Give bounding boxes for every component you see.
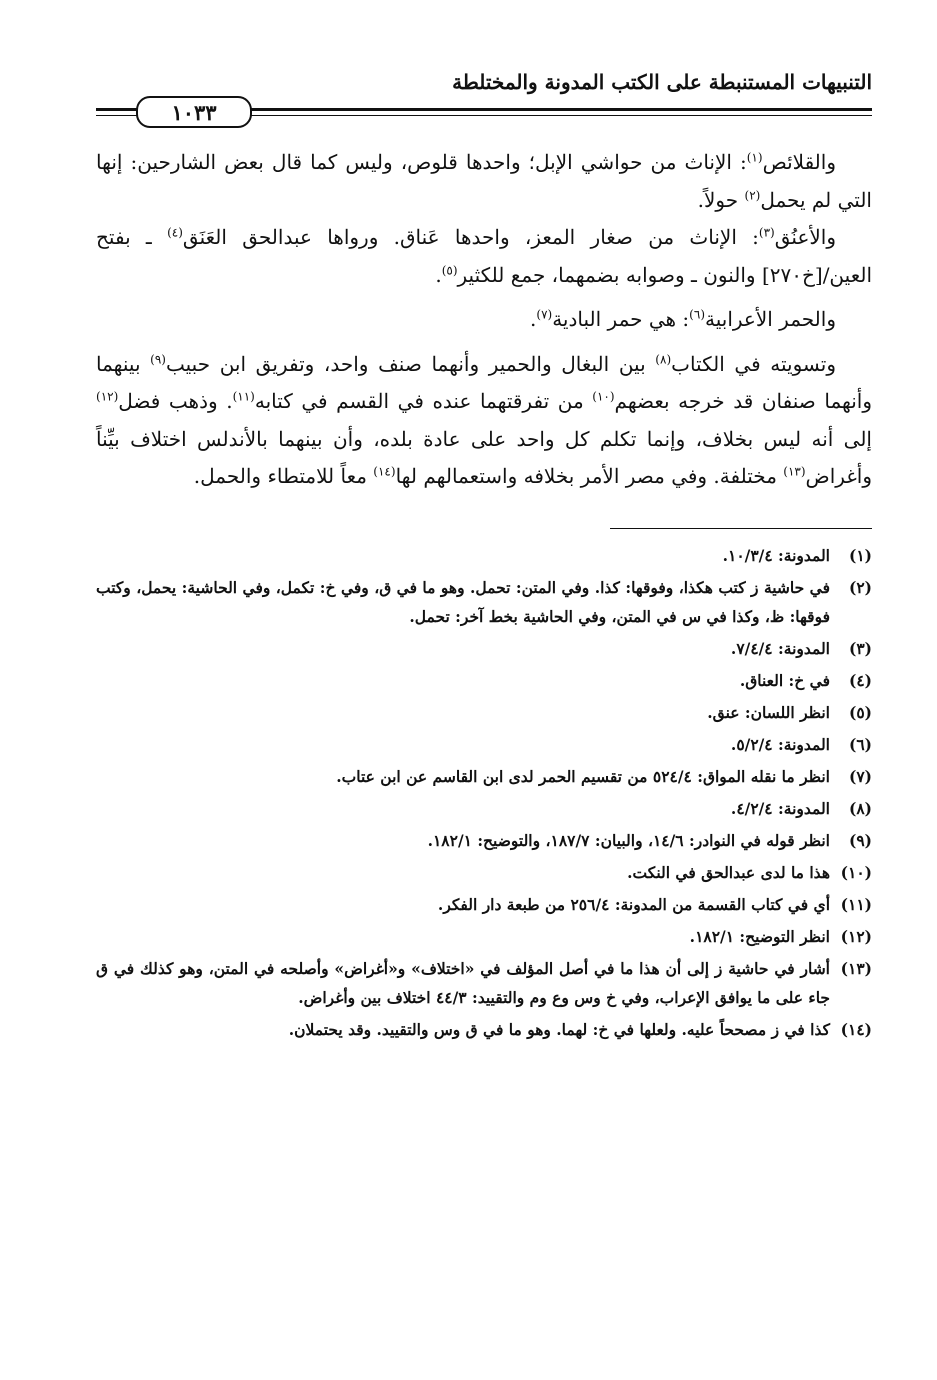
body-paragraph <box>96 219 872 294</box>
footnote-text: انظر التوضيح: ١٨٢/١. <box>689 926 830 946</box>
text-run: . <box>530 307 537 331</box>
footnote <box>96 858 872 887</box>
footnote-marker: (١١) <box>232 389 255 404</box>
footnote-number: (٦) <box>848 734 872 754</box>
page-number: ١٠٣٣ <box>136 96 252 128</box>
header-title: التنبيهات المستنبطة على الكتب المدونة والمختلطة <box>452 70 872 94</box>
text-run: بين البغال والحمير وأنهما صنف واحد، وتفريق ابن حبيب <box>165 351 656 376</box>
footnote-marker: (١٢) <box>96 389 119 404</box>
footnote-marker: (٧) <box>536 307 553 322</box>
text-run: : هي حمر البادية <box>552 307 690 331</box>
footnote-number: (٥) <box>848 702 872 722</box>
text-run: معاً للامتطاء والحمل. <box>193 464 374 488</box>
footnote-text: هذا ما لدى عبدالحق في النكت. <box>627 862 830 882</box>
text-run: . <box>435 262 442 287</box>
running-header <box>96 62 872 130</box>
footnote-number: (٩) <box>848 830 872 850</box>
footnote-text: في حاشية ز كتب هكذا، وفوقها: كذا. وفي المتن: تحمل. وهو ما في ق، وفي خ: تكمل، وفي الحاشية: يحمل، وكتب فوقها: ظ، وكذا في س في المتن، وفي الحاشية بخط آخر: تحمل. <box>96 577 830 626</box>
footnote-text: في خ: العناق. <box>739 670 830 690</box>
body-paragraph <box>96 144 872 219</box>
text-run: والقلائص <box>762 150 836 174</box>
footnote-marker: (١٠) <box>592 389 615 404</box>
text-run: من تفرقتهما عنده في القسم في كتابه <box>254 389 593 413</box>
footnote <box>96 826 872 855</box>
footnote <box>96 698 872 727</box>
text-run: إلى أنه ليس بخلاف، وإنما تكلم كل واحد على عادة بلده، وأن بينهما بالأندلس اختلاف بيِّناً وأغراض <box>96 426 872 488</box>
footnote-number: (٨) <box>848 798 872 818</box>
footnote-number: (٣) <box>848 638 872 658</box>
footnote-separator <box>610 528 872 529</box>
footnote-number: (١١) <box>840 894 872 914</box>
footnote-number: (١٢) <box>840 926 872 946</box>
footnote-text: أشار في حاشية ز إلى أن هذا ما في أصل المؤلف في «اختلاف» و«أغراض» وأصلحه في المتن، وهو كذلك في ق جاء على ما يوافق الإعراب، وفي خ وس وع وم والتقييد: ٤٤/٣ اختلاف بين وأغراض. <box>96 958 830 1007</box>
footnote <box>96 634 872 663</box>
footnote-text: انظر قوله في النوادر: ١٤/٦، والبيان: ١٨٧/٧، والتوضيح: ١٨٢/١. <box>427 830 830 850</box>
footnotes <box>96 541 872 1044</box>
footnote <box>96 922 872 951</box>
footnote <box>96 1015 872 1044</box>
footnote <box>96 573 872 631</box>
footnote-marker: (٩) <box>150 351 166 366</box>
footnote-marker: (٦) <box>689 307 705 322</box>
footnote-number: (١٠) <box>840 862 872 882</box>
footnote-text: المدونة: ٥/٢/٤. <box>730 734 830 754</box>
body-paragraph <box>96 346 872 496</box>
footnote-number: (١٣) <box>840 958 872 978</box>
footnote-number: (١٤) <box>840 1019 872 1039</box>
body-paragraph <box>96 301 872 339</box>
footnote <box>96 762 872 791</box>
footnote-number: (٢) <box>848 577 872 597</box>
text-run: : الإناث من حواشي الإبل؛ واحدها قلوص، وليس كما قال بعض الشارحين: إنها التي لم يحمل <box>96 150 872 212</box>
text-run: ـ بفتح العين/[خ٢٧٠] والنون ـ وصوابه بضمهما، جمع للكثير <box>96 225 872 287</box>
footnote-marker: (٨) <box>655 351 672 366</box>
footnote-text: المدونة: ٤/٢/٤. <box>730 798 830 818</box>
footnote-number: (٤) <box>848 670 872 690</box>
text-run: والأعنُق <box>774 225 837 249</box>
footnote <box>96 730 872 759</box>
text-run: والحمر الأعرابية <box>705 307 836 331</box>
footnote-text: أي في كتاب القسمة من المدونة: ٢٥٦/٤ من طبعة دار الفكر. <box>437 894 830 914</box>
text-run: حولاً. <box>697 187 745 212</box>
footnote-text: المدونة: ٧/٤/٤. <box>730 638 830 658</box>
footnote-marker: (١٤) <box>373 464 396 479</box>
footnote-text: انظر ما نقله المواق: ٥٢٤/٤ من تقسيم الحمر لدى ابن القاسم عن ابن عتاب. <box>336 766 830 786</box>
footnote-marker: (١٣) <box>783 464 806 479</box>
footnote-text: كذا في ز مصححاً عليه. ولعلها في خ: لهما. وهو ما في ق وس والتقييد. وقد يحتملان. <box>288 1019 830 1039</box>
footnote-marker: (٢) <box>744 187 761 202</box>
text-run: مختلفة. وفي مصر الأمر بخلافه واستعمالهم لها <box>395 464 784 488</box>
text-run: . وذهب فضل <box>118 389 233 413</box>
footnote-marker: (٣) <box>758 225 775 240</box>
text-run: وتسويته في الكتاب <box>671 351 836 376</box>
footnote-text: انظر اللسان: عنق. <box>707 702 830 722</box>
footnote-marker: (٥) <box>441 262 458 277</box>
footnote <box>96 666 872 695</box>
footnote-marker: (٤) <box>167 225 183 240</box>
footnote-number: (٧) <box>848 766 872 786</box>
footnote <box>96 954 872 1012</box>
footnote <box>96 541 872 570</box>
footnote-text: المدونة: ١٠/٣/٤. <box>722 545 830 565</box>
text-run: : الإناث من صغار المعز، واحدها عَناق. ورواها عبدالحق العَنَق <box>182 225 759 249</box>
text-run: بينهما وأنهما صنفان قد خرجه بعضهم <box>96 351 873 413</box>
footnote <box>96 794 872 823</box>
footnote <box>96 890 872 919</box>
footnote-number: (١) <box>848 545 872 565</box>
footnote-marker: (١) <box>746 150 763 165</box>
main-text <box>96 144 872 496</box>
book-page <box>96 62 872 1352</box>
